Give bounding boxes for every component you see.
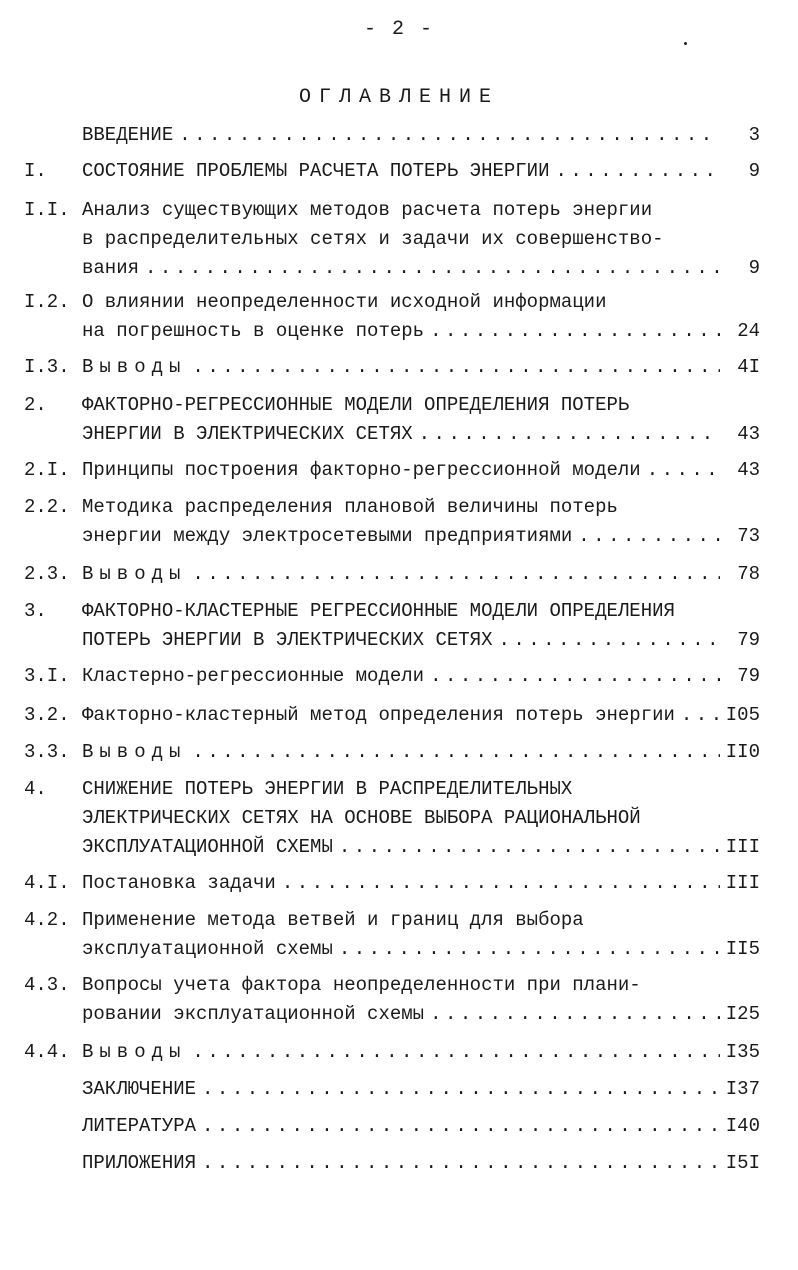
toc-entry-last-line [82,1001,760,1028]
toc-entry-page: I37 [725,1078,760,1100]
toc-entry-page: 24 [737,320,760,342]
toc-entry-title: ровании эксплуатационной схемы [82,1003,425,1025]
toc-entry-title: Кластерно-регрессионные модели [82,665,425,687]
toc-entry-page: 73 [737,525,760,547]
toc-entry-title-line: О влиянии неопределенности исходной информации [82,291,607,313]
dot-leader [430,663,720,690]
toc-entry-last-line [82,663,760,690]
toc-entry-page: III [725,836,760,858]
dot-leader [430,318,720,345]
toc-entry-page: I25 [725,1003,760,1025]
toc-entry-page: 43 [737,459,760,481]
toc-entry-number: 4. [24,778,47,800]
toc-entry-last-line [82,834,760,861]
dot-leader [647,457,720,484]
toc-entry-title-line: Анализ существующих методов расчета потерь энергии [82,199,653,221]
toc-entry-page: I5I [725,1152,760,1174]
toc-entry-number: 4.3. [24,974,70,996]
dot-leader [578,523,720,550]
toc-entry-title: СОСТОЯНИЕ ПРОБЛЕМЫ РАСЧЕТА ПОТЕРЬ ЭНЕРГИИ [82,160,550,182]
toc-entry-title-line: Методика распределения плановой величины потерь [82,496,618,518]
toc-entry-number: 4.2. [24,909,70,931]
toc-entry-title: Выводы [82,563,187,585]
page-number: - 2 - [363,18,434,41]
toc-entry-last-line [82,739,760,766]
toc-entry-title: энергии между электросетевыми предприятиями [82,525,573,547]
toc-entry-page: 3 [748,124,760,146]
dot-leader [681,702,720,729]
toc-entry-page: 79 [737,665,760,687]
toc-entry-page: III [725,872,760,894]
toc-entry-title: ЭКСПЛУАТАЦИОННОЙ СХЕМЫ [82,836,333,858]
toc-entry-title: Выводы [82,356,187,378]
toc-entry-last-line [82,457,760,484]
toc-entry-page: 9 [748,257,760,279]
dot-leader [179,122,720,149]
dot-leader [498,627,720,654]
toc-entry-page: 43 [737,423,760,445]
toc-entry-page: II0 [725,741,760,763]
toc-entry-number: 2.3. [24,563,70,585]
toc-heading: ОГЛАВЛЕНИЕ [298,86,500,109]
toc-entry-title: ВВЕДЕНИЕ [82,124,174,146]
dot-leader [555,158,720,185]
dot-leader [419,421,720,448]
toc-entry-page: 9 [748,160,760,182]
toc-entry-title: ПРИЛОЖЕНИЯ [82,1152,197,1174]
toc-entry-number: 2. [24,394,47,416]
dot-leader [192,1039,719,1066]
toc-entry-number: I. [24,160,47,182]
toc-entry-number: I.I. [24,199,70,221]
dot-leader [339,834,720,861]
toc-entry-title-line: ФАКТОРНО-КЛАСТЕРНЫЕ РЕГРЕССИОННЫЕ МОДЕЛИ ОПРЕДЕЛЕНИЯ [82,600,675,622]
dot-leader [192,561,720,588]
toc-entry-page: I40 [725,1115,760,1137]
dot-leader [202,1076,720,1103]
toc-entry-title: ЭНЕРГИИ В ЭЛЕКТРИЧЕСКИХ СЕТЯХ [82,423,413,445]
toc-entry-last-line [82,318,760,345]
dot-leader [202,1150,720,1177]
toc-entry-page: II5 [725,938,760,960]
toc-entry-last-line [82,122,760,149]
toc-entry-number: I.2. [24,291,70,313]
toc-entry-title-line: СНИЖЕНИЕ ПОТЕРЬ ЭНЕРГИИ В РАСПРЕДЕЛИТЕЛЬНЫХ [82,778,573,800]
toc-entry-title: ПОТЕРЬ ЭНЕРГИИ В ЭЛЕКТРИЧЕСКИХ СЕТЯХ [82,629,493,651]
toc-entry-title: Факторно-кластерный метод определения потерь энергии [82,704,675,726]
dot-leader [202,1113,720,1140]
toc-entry-number: 3.3. [24,741,70,763]
toc-entry-last-line [82,870,760,897]
toc-entry-title: на погрешность в оценке потерь [82,320,425,342]
dot-leader [192,739,719,766]
toc-entry-title: Выводы [82,741,187,763]
toc-entry-number: 4.4. [24,1041,70,1063]
toc-entry-title: вания [82,257,140,279]
toc-entry-last-line [82,523,760,550]
toc-entry-title: Принципы построения факторно-регрессионной модели [82,459,641,481]
toc-entry-number: 3.I. [24,665,70,687]
toc-entry-title: Выводы [82,1041,187,1063]
toc-entry-page: I35 [725,1041,760,1063]
toc-entry-title: ЛИТЕРАТУРА [82,1115,197,1137]
dot-leader [282,870,720,897]
toc-entry-last-line [82,1150,760,1177]
toc-entry-last-line [82,1039,760,1066]
toc-entry-last-line [82,627,760,654]
toc-entry-page: 79 [737,629,760,651]
toc-entry-title-line: Применение метода ветвей и границ для выбора [82,909,584,931]
toc-entry-last-line [82,158,760,185]
toc-entry-title-line: ФАКТОРНО-РЕГРЕССИОННЫЕ МОДЕЛИ ОПРЕДЕЛЕНИЯ ПОТЕРЬ [82,394,630,416]
toc-entry-page: 78 [737,563,760,585]
toc-entry-number: 2.2. [24,496,70,518]
scan-speck [684,42,687,45]
toc-entry-last-line [82,936,760,963]
toc-entry-title-line: в распределительных сетях и задачи их совершенство- [82,228,664,250]
toc-entry-last-line [82,354,760,381]
toc-entry-number: 4.I. [24,872,70,894]
toc-entry-last-line [82,255,760,282]
toc-entry-last-line [82,561,760,588]
toc-entry-number: 2.I. [24,459,70,481]
toc-entry-title-line: ЭЛЕКТРИЧЕСКИХ СЕТЯХ НА ОСНОВЕ ВЫБОРА РАЦИОНАЛЬНОЙ [82,807,641,829]
dot-leader [145,255,720,282]
toc-entry-page: I05 [725,704,760,726]
toc-entry-title: эксплуатационной схемы [82,938,333,960]
dot-leader [192,354,720,381]
toc-entry-last-line [82,702,760,729]
toc-entry-title: ЗАКЛЮЧЕНИЕ [82,1078,197,1100]
toc-entry-last-line [82,421,760,448]
dot-leader [430,1001,720,1028]
toc-entry-number: I.3. [24,356,70,378]
toc-entry-number: 3.2. [24,704,70,726]
toc-entry-title: Постановка задачи [82,872,276,894]
toc-entry-last-line [82,1113,760,1140]
toc-entry-title-line: Вопросы учета фактора неопределенности при плани- [82,974,641,996]
toc-entry-page: 4I [737,356,760,378]
toc-entry-last-line [82,1076,760,1103]
toc-entry-number: 3. [24,600,47,622]
dot-leader [339,936,720,963]
